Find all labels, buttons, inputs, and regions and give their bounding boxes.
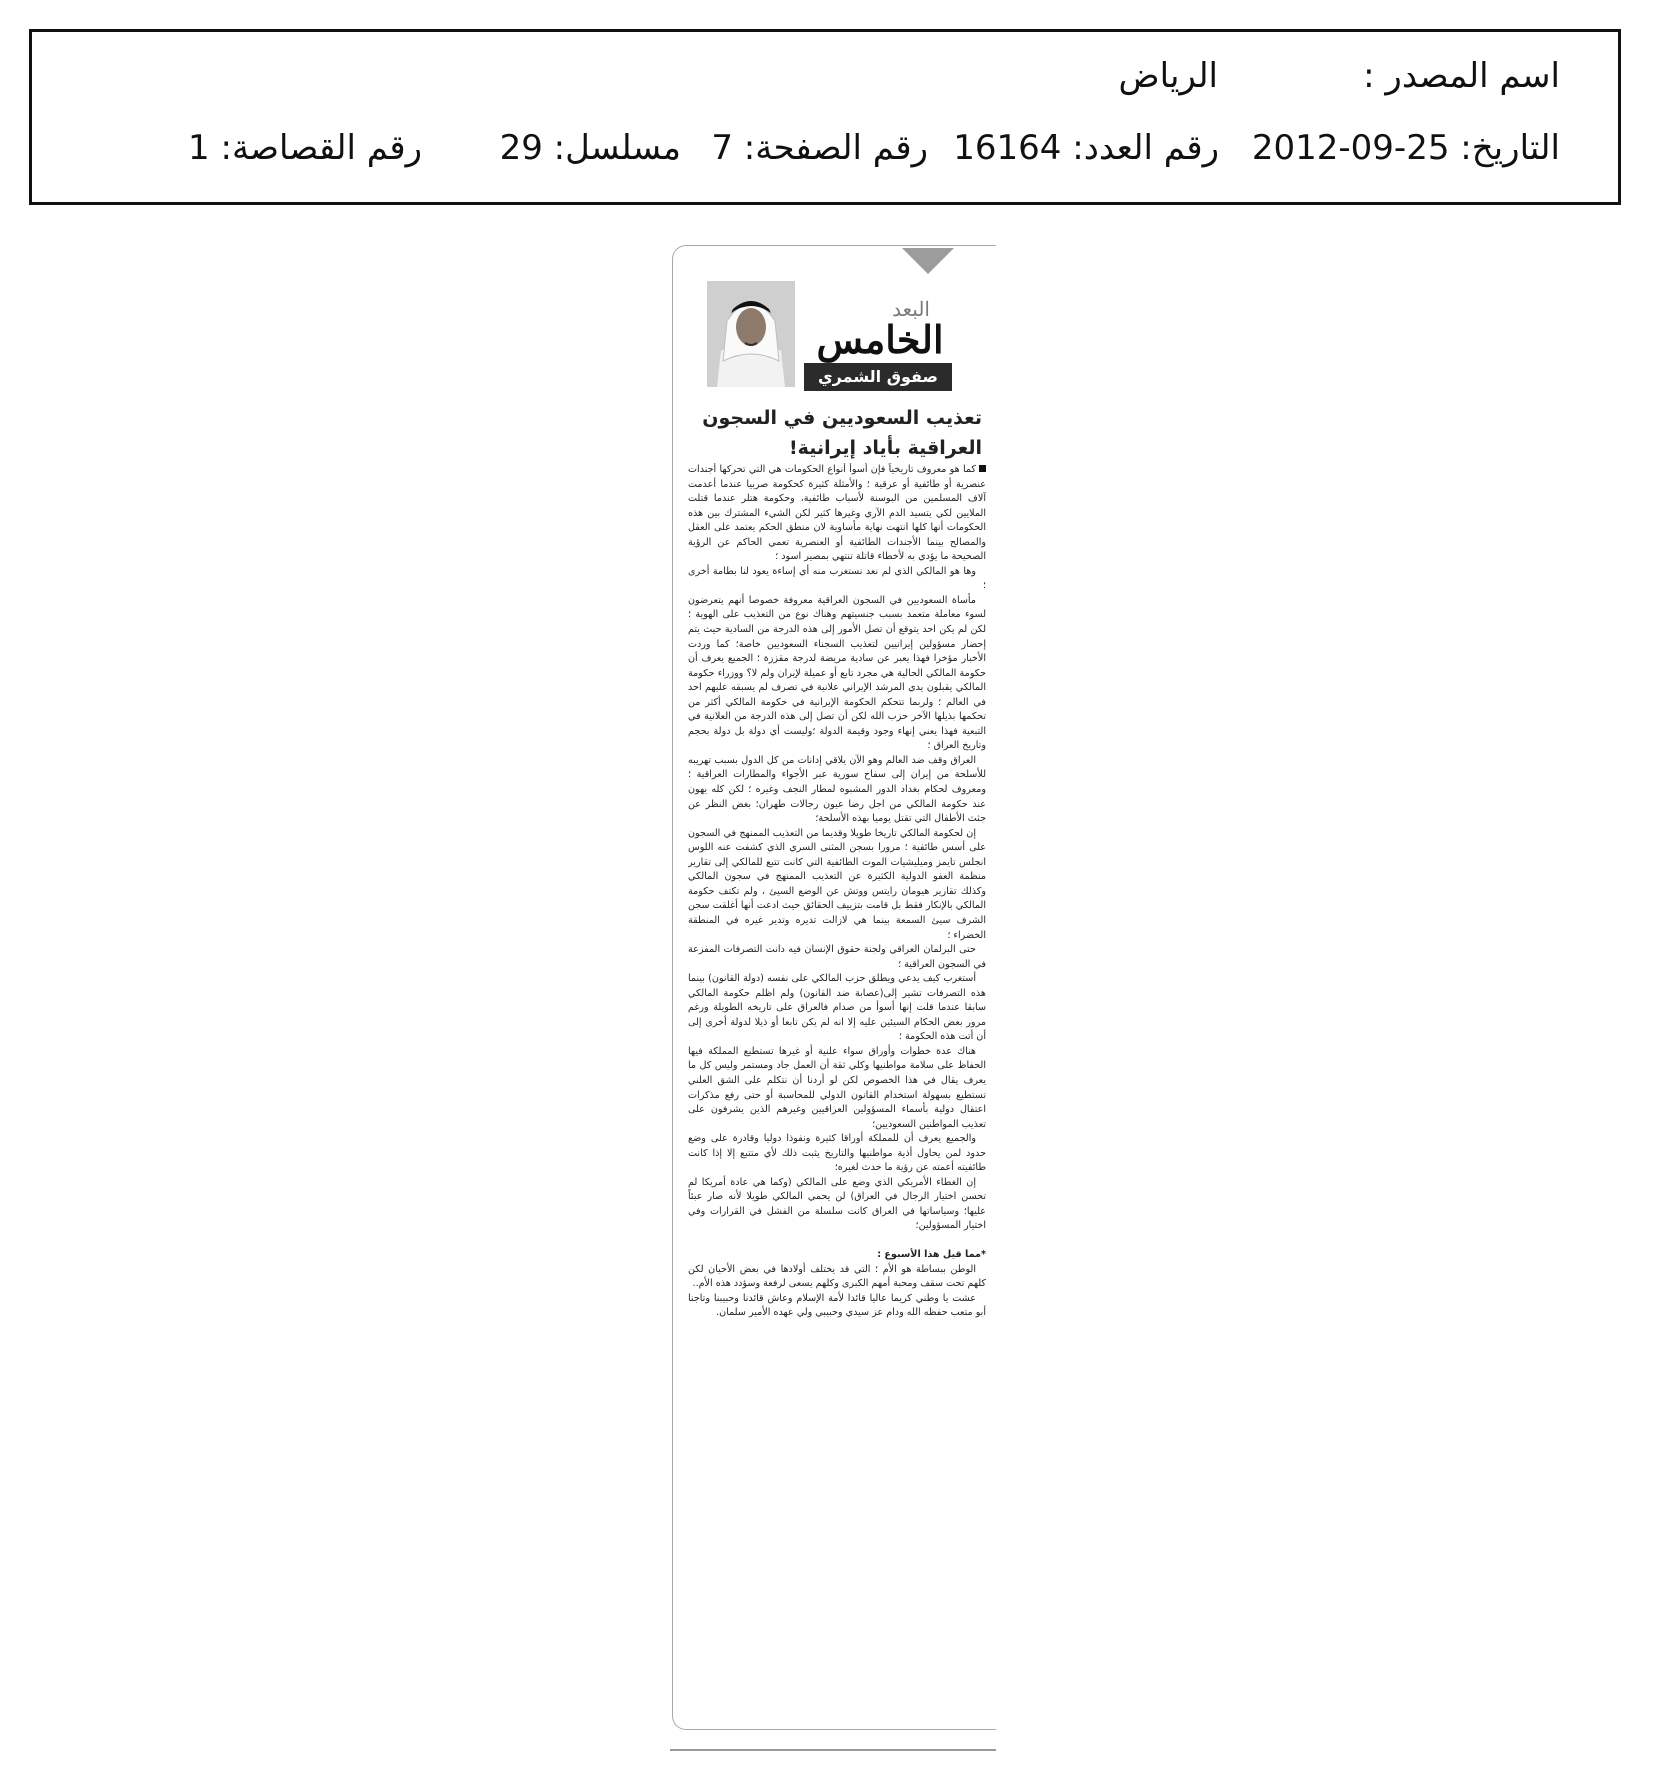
paragraph-1 xyxy=(688,463,986,565)
serial-label: مسلسل: xyxy=(553,128,681,168)
clip-field xyxy=(98,120,422,176)
metadata-box xyxy=(29,29,1621,205)
paragraph-10: إن الغطاء الأمريكي الذي وضع على المالكي (وكما هي عادة أمريكا لم تحسن اختيار الرجال في العراق) لن يحمي المالكي طويلا لأنه صار عبئاً عليها؛ وسياساتها في العراق كانت سلسلة من الفشل في القرارات وفي اختيار المسؤولين؛ xyxy=(688,1176,986,1232)
paragraph-2: وها هو المالكي الذي لم نعد نستغرب منه أي إساءة يعود لنا بطامة أخرى ؛ xyxy=(688,565,986,592)
closing-paragraph-2: عشت يا وطني كريما عاليا قائدا لأمة الإسلام وعاش قائدنا وحبيبنا وتاجنا أبو متعب حفظه الله ودام عز سيدي وحبيبي ولي عهده الأمير سلمان. xyxy=(688,1292,986,1319)
date-value: 2012-09-25 xyxy=(1251,128,1450,168)
page-label: رقم الصفحة: xyxy=(743,128,928,168)
page-field xyxy=(711,120,928,176)
paragraph-5: إن لحكومة المالكي تاريخا طويلا وقديما من التعذيب الممنهج في السجون على أسس طائفية ؛ مرورا بسجن المثنى السري الذي كشفت عنه اللوس انجلس تايمز وميليشيات الموت الطائفية التي كانت تتبع للمالكي إلى تقارير منظمة العفو الدولية الكثيرة عن التعذيب الممنهج في سجون المالكي وكذلك تقارير هيومان رايتس ووتش عن الوضع السيئ ، ولم تكتف حكومة المالكي بالإنكار فقط بل قامت بتزييف الحقائق حيث ادعت أنها أغلقت سجن الشرف سيئ السمعة بينما هي لازالت تديره وتدير غيره في المنطقة الخضراء ؛ xyxy=(688,827,986,941)
date-field xyxy=(1252,120,1560,176)
serial-value: 29 xyxy=(499,128,543,168)
clip-value: 1 xyxy=(188,128,210,168)
source-value: الرياض xyxy=(1118,56,1218,96)
issue-label: رقم العدد: xyxy=(1072,128,1219,168)
notch-marker-icon xyxy=(902,248,954,274)
issue-value: 16164 xyxy=(953,128,1062,168)
source-label: اسم المصدر : xyxy=(1363,56,1560,96)
column-name xyxy=(802,297,958,362)
article-headline xyxy=(692,403,982,463)
sub-heading: *مما قيل هذا الأسبوع : xyxy=(877,1248,986,1260)
clipping-bottom-rule xyxy=(670,1749,996,1751)
headline-line-2: العراقية بأياد إيرانية! xyxy=(789,437,982,459)
paragraph-6: حتى البرلمان العراقي ولجنة حقوق الإنسان فيه دانت التصرفات المفزعة في السجون العراقية ؛ xyxy=(688,944,986,970)
closing-paragraph-1: الوطن ببساطة هو الأم ؛ التي قد يختلف أولادها في بعض الأحيان لكن كلهم تحت سقف ومحبة أمهم الكبرى وكلهم يسعى لرفعة وسؤدد هذه الأم.. xyxy=(688,1263,986,1290)
paragraph-4: العراق وقف ضد العالم وهو الآن يلاقي إدانات من كل الدول بسبب تهريبه للأسلحة من إيران إلى سفاح سورية عبر الأجواء والمطارات العراقية ؛ومعروف لحكام بغداد الدور المشبوه لمطار النجف وغيره ؛ لكن كله يهون عند حكومة المالكي من اجل رضا عيون رجالات طهران؛ بغض النظر عن جثث الأطفال التي تقتل يوميا بهذه الأسلحة؛ xyxy=(688,754,986,825)
paragraph-8: هناك عدة خطوات وأوراق سواء علنية أو غيرها تستطيع المملكة فيها الحفاظ على سلامة مواطنيها وكلي ثقة أن العمل جاد ومستمر وليس كل ما يعرف يقال في هذا الخصوص لكن لو أردنا أن نتكلم على الشق العلني تستطيع بسهولة استخدام القانون الدولي للمحاسبة أو حتى رفع مذكرات اعتقال دولية بأسماء المسؤولين العراقيين وغيرهم الذين يشرفون على تعذيب المواطنين السعوديين؛ xyxy=(688,1045,986,1130)
date-label: التاريخ: xyxy=(1460,128,1560,168)
issue-field xyxy=(953,120,1219,176)
serial-field xyxy=(500,120,681,176)
paragraph-3: مأساة السعوديين في السجون العراقية معروفة خصوصا أنهم يتعرضون لسوء معاملة متعمد بسبب جنسيتهم وهناك نوع من التعذيب على الهوية ؛لكن لم يكن احد يتوقع أن تصل الأمور إلى هذه الدرجة من السادية حيث يتم إحضار مسؤولين إيرانيين لتعذيب السجناء السعوديين خاصة؛ كما وردت الأخبار مؤخرا فهذا يعبر عن سادية مريضة لدرجة مقززة ؛ الجميع يعرف أن حكومة المالكي الحالية هي مجرد تابع أو عميلة لإيران ولم لا؟ ووزراء حكومة المالكي يقبلون يدي المرشد الإيراني علانية في تصرف لم يسبقه عليهم احد في العالم ؛ ولربما تتحكم الحكومة الإيرانية في حكومة المالكي أكثر من تحكمها بذيلها الآخر حزب الله لكن أن تصل إلى هذه الدرجة من العلانية في التبعية فهذا يعني إنهاء وجود وقيمة الدولة ؛وليست أي دولة بل دولة بحجم وتاريخ العراق ؛ xyxy=(688,594,986,752)
bullet-square-icon xyxy=(979,465,986,472)
headline-line-1: تعذيب السعوديين في السجون xyxy=(702,407,982,429)
paragraph-9: والجميع يعرف أن للمملكة أوراقا كثيرة ونفوذا دوليا وقادرة على وضع حدود لمن يحاول أذية مواطنيها والتاريخ يثبت ذلك لأي متتبع إلا إذا كانت طائفيته أعمته عن رؤية ما حدث لغيره؛ xyxy=(688,1133,986,1174)
paragraph-7: أستغرب كيف يدعي ويطلق حزب المالكي على نفسه (دولة القانون) بينما هذه التصرفات تشير إلى(عصابة ضد القانون) ولم اظلم حكومة المالكي سابقا عندما قلت إنها أسوأ من صدام فالعراق على تاريخه الطويلة ورغم مرور بعض الحكام السيئين عليه إلا انه لم يكن تابعا أو ذيلا لدولة أخرى إلى أن أتت هذه الحكومة ؛ xyxy=(688,973,986,1043)
paragraph-spacer xyxy=(688,1234,986,1248)
paragraph-1-text: كما هو معروف تاريخياً فإن أسوأ أنواع الحكومات هي التي تحركها أجندات عنصرية أو طائفية أو عرقية ؛ والأمثلة كثيرة كحكومة صربيا عندما أعدمت آلاف المسلمين من البوسنة لأسباب طائفية، وحكومة هتلر عندما قتلت الملايين لكي يتسيد الدم الآري وغيرها كثير لكن الشيء المشترك بين هذه الحكومات أنها كلها انتهت نهاية مأساوية لان منطق الحكم يعتمد على العقل والمصالح بينما الأجندات الطائفية أو العنصرية تعمي الحاكم عن الرؤية الصحيحة ما يؤدي به لأخطاء قاتلة تنتهي بمصير اسود ؛ xyxy=(688,464,986,563)
author-photo xyxy=(707,281,795,387)
author-name: صفوق الشمري xyxy=(804,363,952,391)
column-name-top: البعد xyxy=(892,297,930,321)
article-body xyxy=(688,463,986,1723)
clip-label: رقم القصاصة: xyxy=(220,128,422,168)
page-value: 7 xyxy=(711,128,733,168)
column-name-main: الخامس xyxy=(816,317,944,362)
newspaper-clipping xyxy=(672,245,996,1730)
